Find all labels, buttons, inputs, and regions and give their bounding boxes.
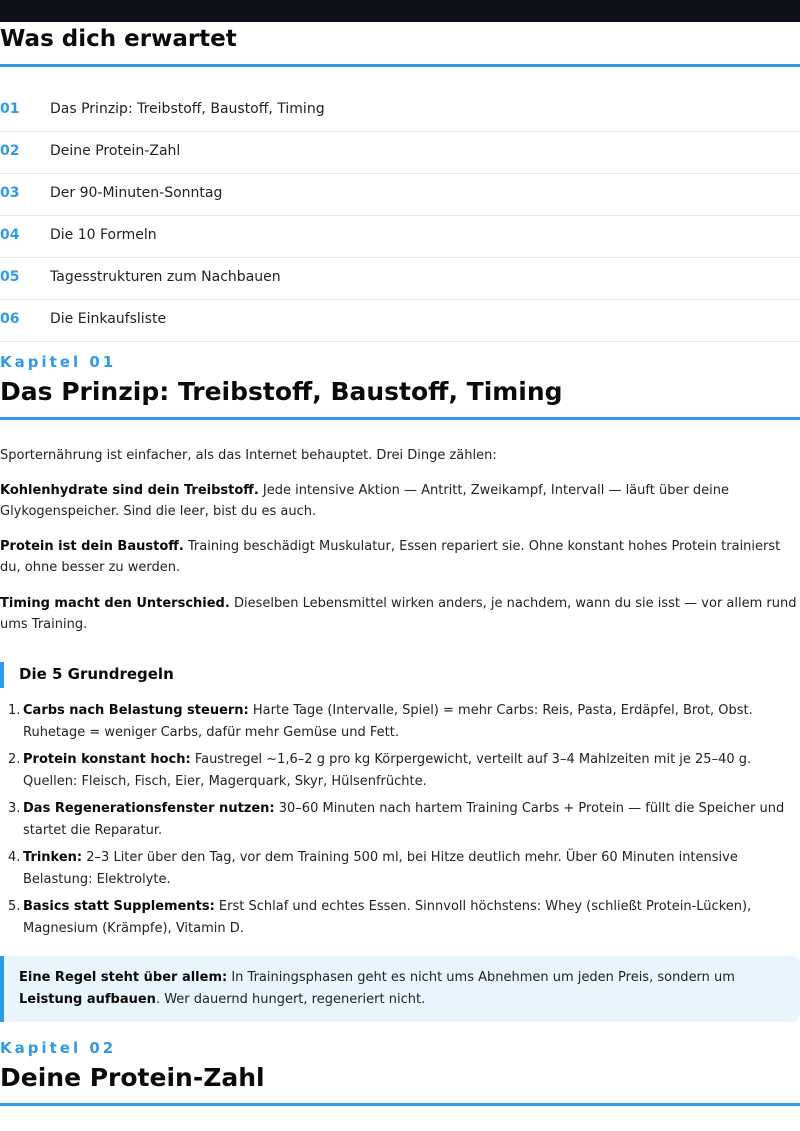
callout-accent-bar (0, 956, 4, 1022)
rule-item (0, 798, 800, 842)
callout-body: In Trainingsphasen geht es nicht ums Abnehmen um jeden Preis, sondern um (227, 970, 735, 985)
top-bar (0, 0, 800, 22)
chapter-2-kicker: Kapitel 02 (0, 1039, 117, 1057)
principle-paragraph (0, 480, 800, 522)
chapter-1-kicker: Kapitel 01 (0, 353, 117, 371)
toc-item-number: 03 (0, 185, 20, 201)
rules-subheading: Die 5 Grundregeln (19, 665, 174, 683)
toc-item[interactable] (0, 300, 800, 342)
rule-text: Erst Schlaf und echtes Essen. Sinnvoll höchstens: Whey (schließt Protein-Lücken), Magnesium (Krämpfe), Vitamin D. (23, 899, 752, 936)
subheading-accent-bar (0, 662, 4, 688)
toc-item-number: 06 (0, 311, 20, 327)
chapter-1-intro: Sporternährung ist einfacher, als das Internet behauptet. Drei Dinge zählen: (0, 448, 497, 463)
principle-lead: Protein ist dein Baustoff. (0, 539, 184, 554)
chapter-1-title: Das Prinzip: Treibstoff, Baustoff, Timing (0, 377, 563, 406)
rule-item (0, 700, 800, 744)
principle-lead: Kohlenhydrate sind dein Treibstoff. (0, 483, 259, 498)
toc-divider (0, 64, 800, 67)
toc-item-title: Tagesstrukturen zum Nachbauen (50, 269, 281, 285)
toc-item-number: 05 (0, 269, 20, 285)
rule-number: 2. (8, 752, 21, 767)
principle-paragraph (0, 593, 800, 635)
toc-item-title: Die 10 Formeln (50, 227, 157, 243)
toc-item-number: 01 (0, 101, 20, 117)
rule-lead: Das Regenerationsfenster nutzen: (23, 801, 275, 816)
toc-item[interactable] (0, 258, 800, 300)
toc-item-title: Das Prinzip: Treibstoff, Baustoff, Timing (50, 101, 325, 117)
chapter-1-divider (0, 417, 800, 420)
toc-item-number: 02 (0, 143, 20, 159)
rule-text: 30–60 Minuten nach hartem Training Carbs + Protein — füllt die Speicher und startet die Reparatur. (23, 801, 785, 838)
toc-item-title: Deine Protein-Zahl (50, 143, 181, 159)
rule-item (0, 749, 800, 793)
toc-item-title: Der 90-Minuten-Sonntag (50, 185, 223, 201)
principle-text: Dieselben Lebensmittel wirken anders, je nachdem, wann du sie isst — vor allem rund ums Training. (0, 596, 797, 632)
callout-text (19, 967, 789, 1011)
rule-number: 4. (8, 850, 21, 865)
rule-text: Faustregel ~1,6–2 g pro kg Körpergewicht, verteilt auf 3–4 Mahlzeiten mit je 25–40 g. Quellen: Fleisch, Fisch, Eier, Magerquark, Skyr, Hülsenfrüchte. (23, 752, 752, 789)
rule-lead: Carbs nach Belastung steuern: (23, 703, 249, 718)
toc-item[interactable] (0, 216, 800, 258)
chapter-2-title: Deine Protein-Zahl (0, 1063, 265, 1092)
principle-text: Training beschädigt Muskulatur, Essen repariert sie. Ohne konstant hohes Protein trainierst du, ohne besser zu werden. (0, 539, 781, 575)
chapter-2-divider (0, 1103, 800, 1106)
toc-item-title: Die Einkaufsliste (50, 311, 167, 327)
principle-lead: Timing macht den Unterschied. (0, 596, 230, 611)
rule-number: 1. (8, 703, 21, 718)
rule-text: Harte Tage (Intervalle, Spiel) = mehr Carbs: Reis, Pasta, Erdäpfel, Brot, Obst. Ruhetage = weniger Carbs, dafür mehr Gemüse und Fett. (23, 703, 753, 740)
callout-tail: . Wer dauernd hungert, regeneriert nicht. (155, 992, 426, 1007)
principle-paragraph (0, 536, 800, 578)
rule-lead: Protein konstant hoch: (23, 752, 191, 767)
table-of-contents (0, 90, 800, 342)
rule-item (0, 896, 800, 940)
toc-item[interactable] (0, 174, 800, 216)
rules-list (0, 700, 800, 945)
rule-text: 2–3 Liter über den Tag, vor dem Training 500 ml, bei Hitze deutlich mehr. Über 60 Minuten intensive Belastung: Elektrolyte. (23, 850, 738, 887)
toc-item-number: 04 (0, 227, 20, 243)
toc-item[interactable] (0, 132, 800, 174)
rule-lead: Basics statt Supplements: (23, 899, 215, 914)
toc-heading: Was dich erwartet (0, 26, 237, 52)
rule-number: 3. (8, 801, 21, 816)
rule-number: 5. (8, 899, 21, 914)
callout-emphasis: Leistung aufbauen (19, 992, 156, 1007)
rule-item (0, 847, 800, 891)
callout-lead: Eine Regel steht über allem: (19, 970, 228, 985)
rule-lead: Trinken: (23, 850, 83, 865)
toc-item[interactable] (0, 90, 800, 132)
key-rule-callout (0, 956, 800, 1022)
principle-text: Jede intensive Aktion — Antritt, Zweikampf, Intervall — läuft über deine Glykogenspeicher. Sind die leer, bist du es auch. (0, 483, 730, 519)
